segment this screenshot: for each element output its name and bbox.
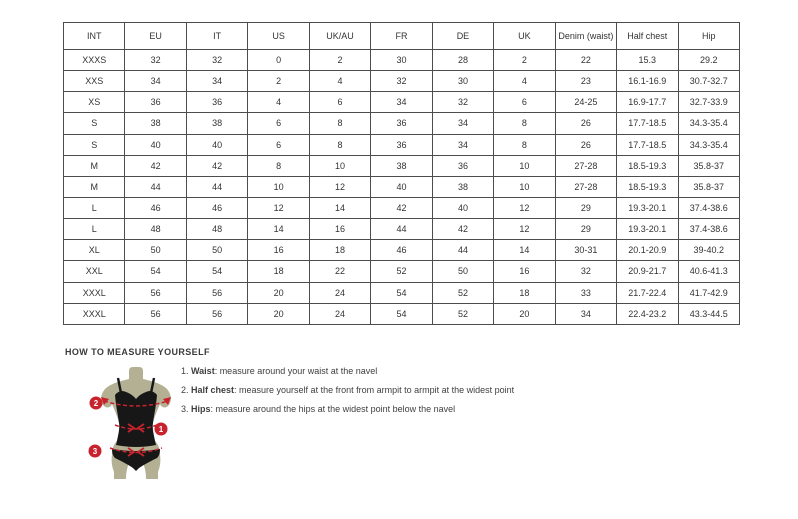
size-row [64,50,740,71]
size-cell: 4 [309,71,370,92]
size-cell: 18 [494,282,555,303]
size-cell: 32 [371,71,432,92]
size-cell: 27-28 [555,176,616,197]
column-header: IT [186,23,247,50]
step-label: Waist [191,366,215,376]
size-row [64,303,740,324]
size-cell: 10 [248,176,309,197]
size-cell: 43.3-44.5 [678,303,739,324]
column-header: Half chest [617,23,678,50]
size-cell: 21.7-22.4 [617,282,678,303]
step-number: 2. [181,385,192,395]
size-cell: 20 [494,303,555,324]
size-cell: 20.9-21.7 [617,261,678,282]
size-cell: 40 [186,134,247,155]
size-cell: 6 [309,92,370,113]
size-cell: 44 [125,176,186,197]
size-chart-header-row [64,23,740,50]
size-cell: 46 [371,240,432,261]
size-chart-body [64,50,740,325]
size-cell: 34 [432,113,493,134]
size-cell: 42 [186,155,247,176]
size-row [64,113,740,134]
size-cell: 28 [432,50,493,71]
size-cell: 34 [125,71,186,92]
size-cell: 42 [432,219,493,240]
size-cell: 34 [555,303,616,324]
size-cell: 29 [555,219,616,240]
size-cell: 26 [555,134,616,155]
size-cell: S [64,113,125,134]
size-cell: 39-40.2 [678,240,739,261]
size-cell: 38 [125,113,186,134]
size-row [64,240,740,261]
size-cell: 44 [186,176,247,197]
size-cell: XXXL [64,282,125,303]
size-cell: 33 [555,282,616,303]
step-label: Half chest [191,385,235,395]
size-cell: XXXS [64,50,125,71]
size-cell: M [64,155,125,176]
size-cell: 8 [494,134,555,155]
size-cell: 36 [371,134,432,155]
hips-badge-number: 3 [92,447,98,456]
size-cell: 30 [371,50,432,71]
column-header: UK/AU [309,23,370,50]
size-cell: 35.8-37 [678,176,739,197]
how-to-measure-heading: HOW TO MEASURE YOURSELF [65,347,210,357]
size-cell: 17.7-18.5 [617,113,678,134]
size-cell: 50 [186,240,247,261]
step-number: 3. [181,404,192,414]
size-cell: 16 [309,219,370,240]
column-header: US [248,23,309,50]
size-cell: 50 [125,240,186,261]
size-cell: 16.1-16.9 [617,71,678,92]
size-cell: 54 [186,261,247,282]
measure-step [181,404,514,414]
size-cell: 19.3-20.1 [617,219,678,240]
size-cell: 34.3-35.4 [678,134,739,155]
size-cell: 8 [309,113,370,134]
size-cell: 6 [494,92,555,113]
size-cell: 40 [371,176,432,197]
size-cell: 32 [186,50,247,71]
size-cell: 52 [371,261,432,282]
size-cell: 54 [371,303,432,324]
step-text: : measure yourself at the front from armpit to armpit at the widest point [234,385,515,395]
size-cell: 42 [125,155,186,176]
column-header: Denim (waist) [555,23,616,50]
size-cell: 10 [494,155,555,176]
size-cell: 23 [555,71,616,92]
size-cell: 8 [494,113,555,134]
size-cell: 6 [248,134,309,155]
size-cell: 8 [309,134,370,155]
size-cell: 12 [248,197,309,218]
size-row [64,92,740,113]
size-cell: 20 [248,303,309,324]
measure-step [181,366,514,376]
size-cell: 15.3 [617,50,678,71]
size-cell: 37.4-38.6 [678,197,739,218]
size-cell: 18 [309,240,370,261]
size-cell: 38 [371,155,432,176]
size-cell: 30.7-32.7 [678,71,739,92]
size-cell: 24-25 [555,92,616,113]
size-cell: 32 [125,50,186,71]
size-cell: 36 [432,155,493,176]
size-cell: 40 [125,134,186,155]
size-cell: 10 [309,155,370,176]
size-cell: 18.5-19.3 [617,176,678,197]
size-cell: 14 [494,240,555,261]
size-cell: 22.4-23.2 [617,303,678,324]
column-header: FR [371,23,432,50]
size-cell: 16 [494,261,555,282]
size-cell: 10 [494,176,555,197]
size-cell: 29.2 [678,50,739,71]
size-cell: 36 [125,92,186,113]
step-text: : measure around your waist at the navel [214,366,378,376]
waist-badge-number: 1 [158,425,164,434]
column-header: INT [64,23,125,50]
size-cell: 48 [186,219,247,240]
size-row [64,261,740,282]
size-cell: 22 [309,261,370,282]
size-cell: 6 [248,113,309,134]
size-row [64,71,740,92]
size-cell: XS [64,92,125,113]
size-cell: 36 [186,92,247,113]
size-cell: 40.6-41.3 [678,261,739,282]
size-cell: 4 [494,71,555,92]
size-cell: 56 [125,303,186,324]
size-cell: 32 [432,92,493,113]
size-row [64,134,740,155]
size-cell: 52 [432,282,493,303]
size-cell: 56 [186,282,247,303]
size-cell: 36 [371,113,432,134]
size-cell: 18 [248,261,309,282]
size-cell: 26 [555,113,616,134]
size-cell: L [64,219,125,240]
size-chart-table [63,22,740,325]
size-cell: M [64,176,125,197]
size-cell: L [64,197,125,218]
size-cell: 27-28 [555,155,616,176]
size-cell: 34 [186,71,247,92]
size-row [64,282,740,303]
step-label: Hips [191,404,211,414]
size-cell: 34.3-35.4 [678,113,739,134]
size-cell: 19.3-20.1 [617,197,678,218]
size-cell: 12 [309,176,370,197]
size-cell: 44 [432,240,493,261]
measure-step [181,385,514,395]
size-cell: 22 [555,50,616,71]
size-cell: 16.9-17.7 [617,92,678,113]
size-cell: 38 [186,113,247,134]
step-text: : measure around the hips at the widest point below the navel [210,404,456,414]
size-cell: XL [64,240,125,261]
size-cell: 46 [125,197,186,218]
size-row [64,176,740,197]
size-row [64,155,740,176]
column-header: UK [494,23,555,50]
size-cell: 35.8-37 [678,155,739,176]
size-cell: 18.5-19.3 [617,155,678,176]
size-cell: 32.7-33.9 [678,92,739,113]
size-cell: 48 [125,219,186,240]
size-cell: 38 [432,176,493,197]
measurement-figure-illustration [83,365,187,483]
size-cell: 8 [248,155,309,176]
size-cell: 30-31 [555,240,616,261]
size-cell: 34 [371,92,432,113]
size-cell: XXL [64,261,125,282]
size-cell: 56 [186,303,247,324]
size-cell: 41.7-42.9 [678,282,739,303]
size-chart-head [64,23,740,50]
size-cell: 2 [309,50,370,71]
size-cell: 52 [432,303,493,324]
size-cell: XXS [64,71,125,92]
measure-steps-list [181,366,514,423]
size-cell: 54 [125,261,186,282]
chest-badge-number: 2 [93,399,99,408]
size-cell: 2 [494,50,555,71]
size-cell: 20.1-20.9 [617,240,678,261]
size-cell: 40 [432,197,493,218]
size-cell: 17.7-18.5 [617,134,678,155]
size-cell: 2 [248,71,309,92]
size-cell: 14 [309,197,370,218]
size-cell: 54 [371,282,432,303]
size-cell: 37.4-38.6 [678,219,739,240]
column-header: Hip [678,23,739,50]
size-cell: 30 [432,71,493,92]
column-header: EU [125,23,186,50]
size-cell: 42 [371,197,432,218]
size-cell: 14 [248,219,309,240]
size-cell: 12 [494,219,555,240]
column-header: DE [432,23,493,50]
size-row [64,197,740,218]
size-cell: 24 [309,303,370,324]
size-cell: 56 [125,282,186,303]
size-cell: 29 [555,197,616,218]
size-cell: 46 [186,197,247,218]
step-number: 1. [181,366,192,376]
size-cell: 12 [494,197,555,218]
size-cell: 44 [371,219,432,240]
size-cell: 50 [432,261,493,282]
size-cell: 34 [432,134,493,155]
size-cell: 4 [248,92,309,113]
size-cell: 20 [248,282,309,303]
size-cell: 16 [248,240,309,261]
size-cell: S [64,134,125,155]
size-cell: XXXL [64,303,125,324]
size-row [64,219,740,240]
size-cell: 24 [309,282,370,303]
size-cell: 0 [248,50,309,71]
size-cell: 32 [555,261,616,282]
